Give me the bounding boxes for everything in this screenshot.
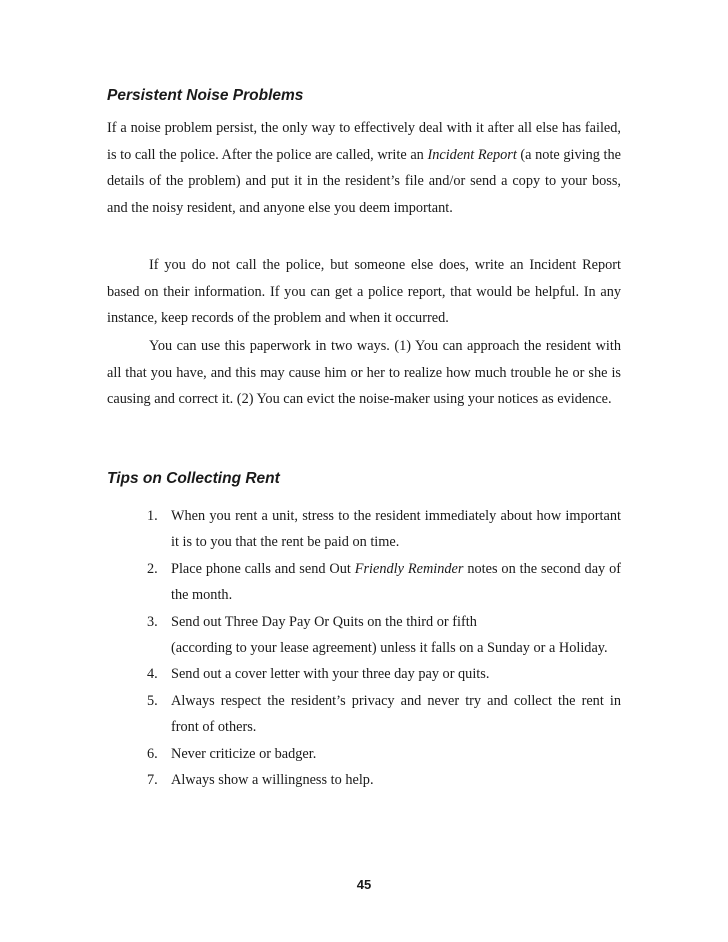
- list-item-text: Never criticize or badger.: [171, 745, 317, 762]
- list-item-text-a: Place phone calls and send Out: [171, 560, 355, 577]
- list-item-number: 2.: [147, 560, 158, 577]
- list-item-text: Send out a cover letter with your three day pay or quits.: [171, 666, 490, 683]
- noise-paragraph-1-text-a: If a noise problem persist, the only way to effectively deal with it after all else has failed, is to call the police. After the police are called, write an: [107, 120, 621, 163]
- list-item: [147, 767, 621, 793]
- list-item-number: 7.: [147, 772, 158, 789]
- section-heading-noise: Persistent Noise Problems: [107, 87, 304, 104]
- noise-paragraph-1: [107, 115, 621, 221]
- list-item: [147, 556, 621, 609]
- list-item-text: When you rent a unit, stress to the resident immediately about how important it is to you that the rent be paid on time.: [171, 508, 621, 551]
- noise-paragraph-1-text-b: (a note giving the details of the problem) and put it in the resident’s file and/or send a copy to your boss, and the noisy resident, and anyone else you deem important.: [107, 146, 621, 216]
- page-number: 45: [356, 877, 372, 892]
- list-item: [147, 688, 621, 741]
- list-item: [147, 609, 621, 662]
- list-item-line-1: Send out Three Day Pay Or Quits on the third or fifth: [171, 613, 477, 630]
- list-item-text: Always respect the resident’s privacy and never try and collect the rent in front of others.: [171, 692, 621, 736]
- list-item-number: 4.: [147, 666, 158, 683]
- list-item: [147, 503, 621, 556]
- list-item: [147, 661, 621, 687]
- incident-report-term: Incident Report: [427, 146, 517, 163]
- list-item-number: 5.: [147, 692, 158, 709]
- list-item-text: Always show a willingness to help.: [171, 772, 374, 789]
- list-item-number: 1.: [147, 508, 158, 524]
- list-item: [147, 741, 621, 767]
- list-item-number: 6.: [147, 745, 158, 762]
- list-item-line-2: (according to your lease agreement) unless it falls on a Sunday or a Holiday.: [171, 640, 608, 657]
- friendly-reminder-term: Friendly Reminder: [354, 560, 464, 577]
- rent-tips-list: [147, 503, 621, 793]
- list-item-number: 3.: [147, 613, 158, 630]
- section-heading-rent: Tips on Collecting Rent: [107, 470, 280, 487]
- list-item-text-b: notes on the second day of the month.: [171, 560, 621, 604]
- noise-paragraph-2: If you do not call the police, but someone else does, write an Incident Report based on their information. If you can get a police report, that would be helpful. In any instance, keep records of the problem and when it occurred.: [107, 257, 621, 327]
- noise-paragraph-3: You can use this paperwork in two ways. (1) You can approach the resident with all that you have, and this may cause him or her to realize how much trouble he or she is causing and correct it. (2) You can evict the noise-maker using your notices as evidence.: [107, 338, 621, 408]
